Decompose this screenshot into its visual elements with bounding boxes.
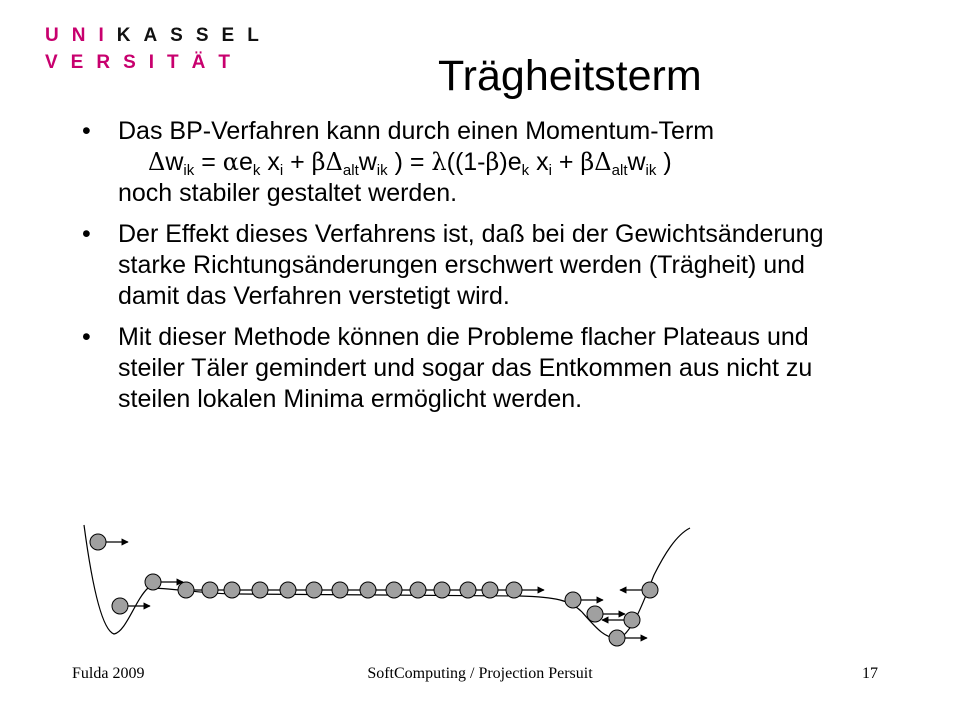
ball-8: [280, 582, 296, 598]
bullet-marker: •: [82, 220, 91, 248]
bullet-marker: •: [82, 117, 91, 145]
ball-12: [386, 582, 402, 598]
formula-part: +: [283, 148, 312, 176]
formula-part: w: [358, 148, 377, 176]
formula-beta: β: [580, 148, 595, 176]
ball-11: [360, 582, 376, 598]
formula-part: ) =: [387, 148, 432, 176]
ball-21: [624, 612, 640, 628]
ball-9: [306, 582, 322, 598]
ball-19: [587, 606, 603, 622]
formula-beta: β: [485, 148, 500, 176]
ball-14: [434, 582, 450, 598]
formula-part: ): [656, 148, 672, 176]
formula-delta: Δ: [594, 148, 612, 176]
formula-sub: i: [548, 162, 552, 179]
ball-5: [202, 582, 218, 598]
ball-3: [145, 574, 161, 590]
ball-7: [252, 582, 268, 598]
slide-title: Trägheitsterm: [438, 52, 702, 100]
formula-delta: Δ: [325, 148, 343, 176]
ball-16: [482, 582, 498, 598]
formula-part: ((1-: [446, 148, 486, 176]
formula-sub: k: [521, 162, 530, 179]
logo-line-2: VERSITÄT: [45, 52, 243, 73]
bullet-marker: •: [82, 323, 91, 351]
ball-22: [642, 582, 658, 598]
logo-text-uni: UNI: [45, 25, 117, 46]
formula-part: )e: [499, 148, 522, 176]
footer-location: Fulda 2009: [72, 665, 145, 682]
formula-part: =: [194, 148, 223, 176]
formula-alpha: α: [222, 148, 239, 176]
bullet-3-text: Mit dieser Methode können die Probleme flacher Plateaus und steiler Täler gemindert und sogar das Entkommen aus nicht zu steilen lokalen Minima ermöglicht werden.: [118, 323, 813, 413]
logo-text-kassel: KASSEL: [116, 25, 272, 46]
formula-sub: ik: [183, 162, 195, 179]
formula-part: w: [165, 148, 184, 176]
footer-course: SoftComputing / Projection Persuit: [367, 665, 593, 682]
formula-part: w: [627, 148, 646, 176]
formula-part: x: [529, 148, 549, 176]
formula-sub: ik: [645, 162, 657, 179]
bullet-1-intro: Das BP-Verfahren kann durch einen Momentum-Term: [118, 117, 715, 145]
ball-6: [224, 582, 240, 598]
formula-sub: alt: [611, 162, 628, 179]
ball-10: [332, 582, 348, 598]
ball-18: [565, 592, 581, 608]
formula-delta: Δ: [148, 148, 166, 176]
ball-13: [410, 582, 426, 598]
ball-1: [90, 534, 106, 550]
bullet-1-outro: noch stabiler gestaltet werden.: [118, 179, 458, 207]
formula-part: x: [260, 148, 280, 176]
ball-2: [112, 598, 128, 614]
formula-part: e: [238, 148, 253, 176]
bullet-2-text: Der Effekt dieses Verfahrens ist, daß bei der Gewichtsänderung starke Richtungsänderungen erschwert werden (Trägheit) und damit das Verfahren verstetigt wird.: [118, 220, 824, 310]
formula-sub: k: [252, 162, 261, 179]
formula-beta: β: [311, 148, 326, 176]
formula-sub: alt: [342, 162, 359, 179]
footer-page-number: 17: [862, 665, 878, 682]
formula-sub: i: [279, 162, 284, 179]
ball-20: [609, 630, 625, 646]
formula-lambda: λ: [431, 148, 447, 176]
formula-sub: ik: [376, 162, 388, 179]
ball-15: [460, 582, 476, 598]
ball-4: [178, 582, 194, 598]
ball-17: [506, 582, 522, 598]
formula-part: +: [551, 148, 581, 176]
